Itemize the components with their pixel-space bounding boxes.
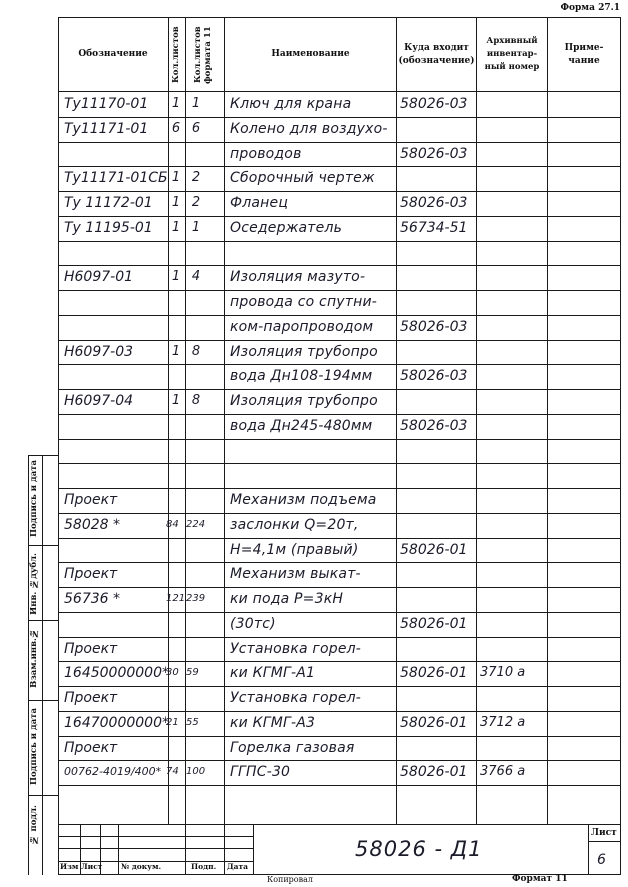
sheets-cell: 30 — [166, 667, 179, 679]
designation-cell: 00762-4019/400* — [64, 765, 162, 779]
designation-cell: Проект — [64, 739, 118, 756]
row-rule — [58, 562, 621, 563]
name-cell: Сборочный чертеж — [230, 170, 375, 187]
sheets-cell: 1 — [171, 195, 181, 210]
designation-cell: 16470000000* — [64, 714, 169, 731]
sheet-number: 6 — [597, 852, 606, 868]
sheets-format-cell: 100 — [186, 766, 206, 778]
stamp-col-sign: Подп. — [191, 862, 217, 871]
row-rule — [58, 637, 621, 638]
side-strip-divider — [42, 455, 43, 875]
name-cell: Изоляция трубопро — [230, 343, 378, 360]
sheets-format-cell: 1 — [191, 96, 201, 111]
sheets-format-cell: 59 — [186, 667, 199, 679]
part-of-cell: 58026-03 — [400, 96, 468, 112]
col-divider — [476, 17, 477, 824]
name-cell: Фланец — [230, 195, 289, 211]
row-rule — [58, 711, 621, 712]
header-name: Наименование — [271, 49, 350, 59]
side-label-sign-date-2: Подпись и дата — [29, 708, 39, 786]
col-divider — [547, 17, 548, 824]
header-bottom-rule — [58, 91, 621, 92]
row-rule — [58, 488, 621, 489]
part-of-cell: 58026-03 — [400, 417, 468, 434]
sheets-cell: 21 — [166, 716, 179, 728]
designation-cell: Проект — [64, 566, 118, 583]
side-label-sign-date: Подпись и дата — [29, 460, 39, 538]
row-rule — [58, 340, 621, 341]
row-rule — [58, 241, 621, 242]
row-rule — [58, 736, 621, 737]
sheets-cell: 1 — [171, 219, 181, 235]
side-label-dup-inv: Инв. №дубл. — [29, 553, 39, 615]
name-cell: (30тс) — [230, 615, 276, 632]
row-rule — [58, 315, 621, 316]
sheets-cell: 84 — [166, 518, 179, 530]
part-of-cell: 58026-01 — [400, 541, 468, 558]
sheets-cell: 6 — [171, 120, 181, 136]
designation-cell: Ту 11195-01 — [64, 219, 153, 236]
row-rule — [58, 661, 621, 662]
col-divider — [224, 17, 225, 824]
header-part-of: Куда входит (обозначение) — [398, 42, 475, 66]
sheets-cell: 74 — [166, 766, 179, 778]
sheet-label: Лист — [591, 828, 617, 838]
row-rule — [58, 166, 621, 167]
document-number: 58026 - Д1 — [355, 837, 483, 861]
name-cell: ки пода Р=3кН — [230, 591, 344, 607]
part-of-cell: 58026-03 — [400, 318, 468, 335]
format-label: Формат 11 — [512, 874, 568, 884]
row-rule — [58, 389, 621, 390]
frame-left — [58, 17, 59, 875]
designation-cell: Проект — [64, 492, 118, 508]
sheets-cell: 1 — [171, 343, 181, 359]
part-of-cell: 58026-03 — [400, 195, 468, 211]
designation-cell: Ту11170-01 — [64, 96, 149, 112]
sheets-format-cell: 8 — [191, 393, 201, 408]
name-cell: ком-паропроводом — [230, 318, 374, 335]
sheets-format-cell: 4 — [191, 269, 201, 285]
header-sheets-format: Кол.листов формата 11 — [193, 26, 213, 84]
row-rule — [58, 538, 621, 539]
name-cell: ки КГМГ-А1 — [230, 665, 316, 682]
name-cell: Установка горел- — [230, 640, 362, 657]
name-cell: проводов — [230, 145, 302, 162]
sheets-cell: 1 — [171, 170, 181, 186]
sheets-cell: 121 — [166, 593, 186, 604]
name-cell: Колено для воздухо- — [230, 120, 388, 137]
col-divider — [168, 17, 169, 824]
side-strip-rule — [28, 700, 58, 701]
header-sheets: Кол.листов — [171, 26, 181, 84]
sheets-format-cell: 224 — [186, 518, 206, 530]
stamp-col-change: Изм — [60, 862, 79, 871]
designation-cell: 16450000000* — [64, 665, 169, 682]
header-note: Приме- чание — [564, 42, 604, 66]
stamp-col-date: Дата — [227, 862, 249, 871]
sheets-cell: 1 — [171, 96, 181, 111]
side-strip-rule — [28, 795, 58, 796]
sheets-format-cell: 6 — [191, 120, 201, 136]
row-rule — [58, 216, 621, 217]
part-of-cell: 58026-01 — [400, 714, 468, 731]
col-divider — [396, 17, 397, 824]
sheets-format-cell: 55 — [186, 716, 199, 728]
sheets-cell: 1 — [171, 269, 181, 285]
sheets-format-cell: 2 — [191, 170, 201, 186]
side-strip-rule — [28, 545, 58, 546]
row-rule — [58, 439, 621, 440]
part-of-cell: 58026-01 — [400, 764, 468, 781]
designation-cell: Ту11171-01 — [64, 120, 149, 137]
row-rule — [58, 142, 621, 143]
name-cell: вода Дн108-194мм — [230, 368, 373, 385]
sheets-format-cell: 8 — [191, 343, 201, 359]
row-rule — [58, 760, 621, 761]
designation-cell: Н6097-04 — [64, 393, 134, 409]
part-of-cell: 58026-03 — [400, 368, 468, 385]
name-cell: Изоляция трубопро — [230, 393, 378, 409]
sheets-cell: 1 — [171, 393, 181, 408]
side-label-orig-inv: № подл. — [29, 805, 39, 845]
designation-cell: 56736 * — [64, 591, 120, 607]
sheets-format-cell: 1 — [191, 219, 201, 235]
designation-cell: Н6097-03 — [64, 343, 134, 360]
archive-cell: 3766 а — [480, 764, 526, 780]
row-rule — [58, 117, 621, 118]
name-cell: заслонки Q=20т, — [230, 516, 359, 533]
stamp-col-sheet: Лист — [81, 862, 103, 871]
part-of-cell: 58026-03 — [400, 145, 468, 162]
designation-cell: Ту 11172-01 — [64, 195, 153, 211]
header-archive: Архивный инвентар- ный номер — [484, 36, 540, 72]
row-rule — [58, 364, 621, 365]
side-label-replace-inv: Взам.инв.№ — [29, 628, 39, 688]
name-cell: Установка горел- — [230, 690, 362, 706]
name-cell: Механизм подъема — [230, 492, 377, 508]
row-rule — [58, 513, 621, 514]
designation-cell: Проект — [64, 690, 118, 706]
part-of-cell: 56734-51 — [400, 219, 468, 236]
name-cell: ки КГМГ-А3 — [230, 714, 316, 731]
name-cell: ГГПС-30 — [230, 764, 291, 781]
col-divider — [185, 17, 186, 824]
name-cell: Изоляция мазуто- — [230, 269, 366, 286]
row-rule — [58, 414, 621, 415]
row-rule — [58, 463, 621, 464]
side-strip-top — [28, 455, 58, 456]
row-rule — [58, 290, 621, 291]
form-label: Форма 27.1 — [560, 3, 620, 13]
archive-cell: 3710 а — [480, 665, 526, 681]
side-strip-rule — [28, 620, 58, 621]
designation-cell: Ту11171-01СБ — [64, 170, 168, 187]
header-designation: Обозначение — [78, 49, 148, 59]
part-of-cell: 58026-01 — [400, 615, 468, 632]
name-cell: Оседержатель — [230, 219, 343, 236]
name-cell: провода со спутни- — [230, 294, 378, 310]
stamp-col-docnum: № докум. — [121, 862, 162, 871]
part-of-cell: 58026-01 — [400, 665, 468, 682]
row-rule — [58, 191, 621, 192]
name-cell: Горелка газовая — [230, 739, 355, 756]
name-cell: Механизм выкат- — [230, 566, 361, 583]
designation-cell: 58028 * — [64, 516, 120, 533]
sheets-format-cell: 2 — [191, 195, 201, 210]
row-rule — [58, 265, 621, 266]
name-cell: вода Дн245-480мм — [230, 417, 373, 434]
frame-right — [620, 17, 621, 875]
row-rule — [58, 785, 621, 786]
copied-by-label: Копировал — [267, 875, 313, 884]
sheets-format-cell: 239 — [186, 593, 206, 604]
designation-cell: Проект — [64, 640, 118, 657]
archive-cell: 3712 а — [480, 714, 526, 730]
name-cell: Ключ для крана — [230, 96, 352, 112]
row-rule — [58, 612, 621, 613]
designation-cell: Н6097-01 — [64, 269, 134, 286]
row-rule — [58, 686, 621, 687]
row-rule — [58, 587, 621, 588]
name-cell: Н=4,1м (правый) — [230, 541, 359, 558]
